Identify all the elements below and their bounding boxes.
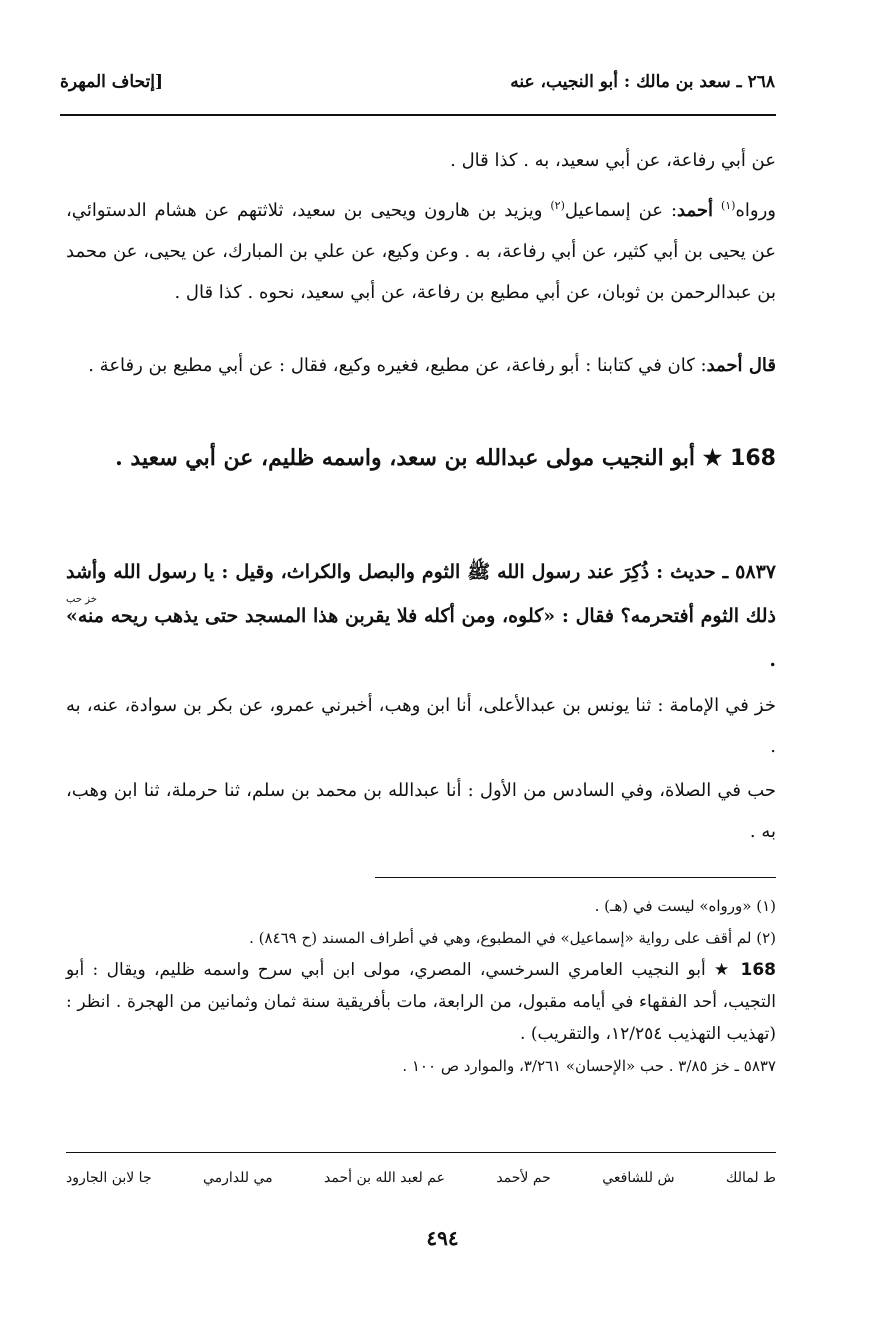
footnote-1: (١) «ورواه» ليست في (هـ) . <box>594 897 776 915</box>
abbr-item: مي للدارمي <box>202 1170 273 1186</box>
abbr-item: حم لأحمد <box>496 1170 551 1186</box>
abbr-item: ش للشافعي <box>602 1170 675 1186</box>
abbreviations-rule <box>66 1152 776 1153</box>
book-title: [إتحاف المهرة <box>60 72 164 92</box>
hadith-text: ٥٨٣٧ ـ حديث : ذُكِرَ عند رسول الله ﷺ الثوم والبصل والكراث، وقيل : يا رسول الله وأشد ذلك الثوم أفتحرمه؟ فقال : «كلوه، ومن أكله فلا يقربن هذا المسجد حتى يذهب ريحه منه» . <box>66 561 776 671</box>
paragraph-3: قال أحمد: كان في كتابنا : أبو رفاعة، عن مطيع، فغيره وكيع، فقال : عن أبي مطيع بن رفاعة . <box>88 355 776 376</box>
abbr-item: جا لابن الجارود <box>66 1170 152 1186</box>
page-number: ٤٩٤ <box>426 1226 459 1250</box>
footnote-5837: ٥٨٣٧ ـ خز ٣/٨٥ . حب «الإحسان» ٣/٢٦١، والموارد ص ١٠٠ . <box>402 1057 776 1075</box>
footnote-ref-1: (١) <box>720 199 736 212</box>
paragraph-1: عن أبي رفاعة، عن أبي سعيد، به . كذا قال . <box>450 150 776 171</box>
footnote-ref-2: (٢) <box>550 199 565 212</box>
abbr-item: ط لمالك <box>725 1170 776 1186</box>
abbreviations-key <box>66 1170 776 1186</box>
footnotes <box>66 890 776 1082</box>
hadith-sigla: خز حب <box>66 594 97 605</box>
footnote-168: 168 ★ أبو النجيب العامري السرخسي، المصري، مولى ابن أبي سرح واسمه ظليم، ويقال : أبو التجيب، أحد الفقهاء في أيامه مقبول، من الرابعة، مات بأفريقية سنة ثمان وثمانين من الهجرة . انظر : (تهذيب التهذيب ١٢/٢٥٤، والتقريب) . <box>66 960 776 1044</box>
paragraph-4: خز في الإمامة : ثنا يونس بن عبدالأعلى، أنا ابن وهب، أخبرني عمرو، عن بكر بن سوادة، عنه، به . <box>66 695 776 757</box>
running-title: ٢٦٨ ـ سعد بن مالك : أبو النجيب، عنه <box>510 72 775 92</box>
running-header <box>60 66 775 100</box>
footnote-2: (٢) لم أقف على رواية «إسماعيل» في المطبوع، وهي في أطراف المسند (ح ٨٤٦٩) . <box>249 929 776 947</box>
entry-168 <box>66 432 776 485</box>
abbr-item: عم لعبد الله بن أحمد <box>324 1170 445 1186</box>
qala-ahmad: قال أحمد <box>706 355 776 376</box>
star-icon: ★ <box>714 960 733 980</box>
header-rule <box>60 114 776 116</box>
footnote-entry-number: 168 <box>740 960 776 980</box>
entry-title: أبو النجيب مولى عبدالله بن سعد، واسمه ظليم، عن أبي سعيد . <box>115 445 695 471</box>
hadith-5837 <box>66 550 776 682</box>
paragraph-2: ورواه$^{(١)}$ أحمد: عن إسماعيل$^{(٢)}$ ويزيد بن هارون ويحيى بن سعيد، ثلاثتهم عن هشام الدستوائي، عن يحيى بن أبي كثير، عن أبي رفاعة، به . وعن وكيع، عن علي بن المبارك، عن يحيى، عن محمد بن عبدالرحمن بن ثوبان، عن أبي مطيع بن رفاعة، عن أبي سعيد، نحوه . كذا قال . <box>66 199 776 303</box>
paragraph-5: حب في الصلاة، وفي السادس من الأول : أنا عبدالله بن محمد بن سلم، ثنا حرملة، ثنا ابن وهب، به . <box>66 780 776 842</box>
ahmad-name: أحمد <box>677 200 714 221</box>
footnote-rule <box>375 877 776 878</box>
entry-number: 168 <box>730 446 776 471</box>
rawahu-word: ورواه <box>735 200 776 221</box>
star-icon: ★ <box>702 445 723 471</box>
